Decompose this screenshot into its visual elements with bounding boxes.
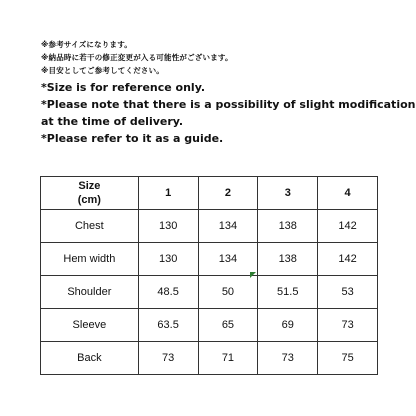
size-col-header: 4 <box>318 177 378 210</box>
table-cell: 75 <box>318 342 378 375</box>
note-jp-modification: ※納品時に若干の修正変更が入る可能性がございます。 <box>41 53 233 62</box>
size-header-label: Size <box>78 180 101 192</box>
note-en-modification: *Please note that there is a possibility of slight modification <box>41 98 416 111</box>
table-cell: 65 <box>198 309 258 342</box>
row-label: Chest <box>41 210 139 243</box>
note-en-modification-cont: at the time of delivery. <box>41 115 184 128</box>
table-cell: 73 <box>318 309 378 342</box>
table-cell: 48.5 <box>138 276 198 309</box>
notes-block <box>41 40 416 147</box>
table-row <box>41 276 378 309</box>
size-col-header: 1 <box>138 177 198 210</box>
size-header-cell <box>41 177 139 210</box>
table-cell: 138 <box>258 210 318 243</box>
row-label: Hem width <box>41 243 139 276</box>
table-cell: 73 <box>138 342 198 375</box>
row-label: Sleeve <box>41 309 139 342</box>
table-cell: 71 <box>198 342 258 375</box>
table-header-row <box>41 177 378 210</box>
table-row <box>41 243 378 276</box>
note-jp-reference: ※参考サイズになります。 <box>41 40 132 49</box>
table-cell: 142 <box>318 210 378 243</box>
table-cell: 53 <box>318 276 378 309</box>
table-cell: 134 <box>198 243 258 276</box>
table-cell: 51.5 <box>258 276 318 309</box>
table-cell: 130 <box>138 243 198 276</box>
table-row <box>41 210 378 243</box>
size-col-header: 2 <box>198 177 258 210</box>
row-label: Shoulder <box>41 276 139 309</box>
table-cell: 69 <box>258 309 318 342</box>
cell-corner-marker <box>250 272 256 278</box>
table-cell: 134 <box>198 210 258 243</box>
table-cell: 50 <box>198 276 258 309</box>
table-row <box>41 342 378 375</box>
table-row <box>41 309 378 342</box>
size-table <box>40 176 378 375</box>
table-cell: 130 <box>138 210 198 243</box>
table-cell: 63.5 <box>138 309 198 342</box>
row-label: Back <box>41 342 139 375</box>
table-cell: 73 <box>258 342 318 375</box>
note-jp-guide: ※目安としてご参考してください。 <box>41 66 164 75</box>
note-en-reference: *Size is for reference only. <box>41 81 206 94</box>
table-cell: 142 <box>318 243 378 276</box>
size-col-header: 3 <box>258 177 318 210</box>
note-en-guide: *Please refer to it as a guide. <box>41 132 224 145</box>
table-cell: 138 <box>258 243 318 276</box>
size-header-unit: (cm) <box>77 194 101 206</box>
